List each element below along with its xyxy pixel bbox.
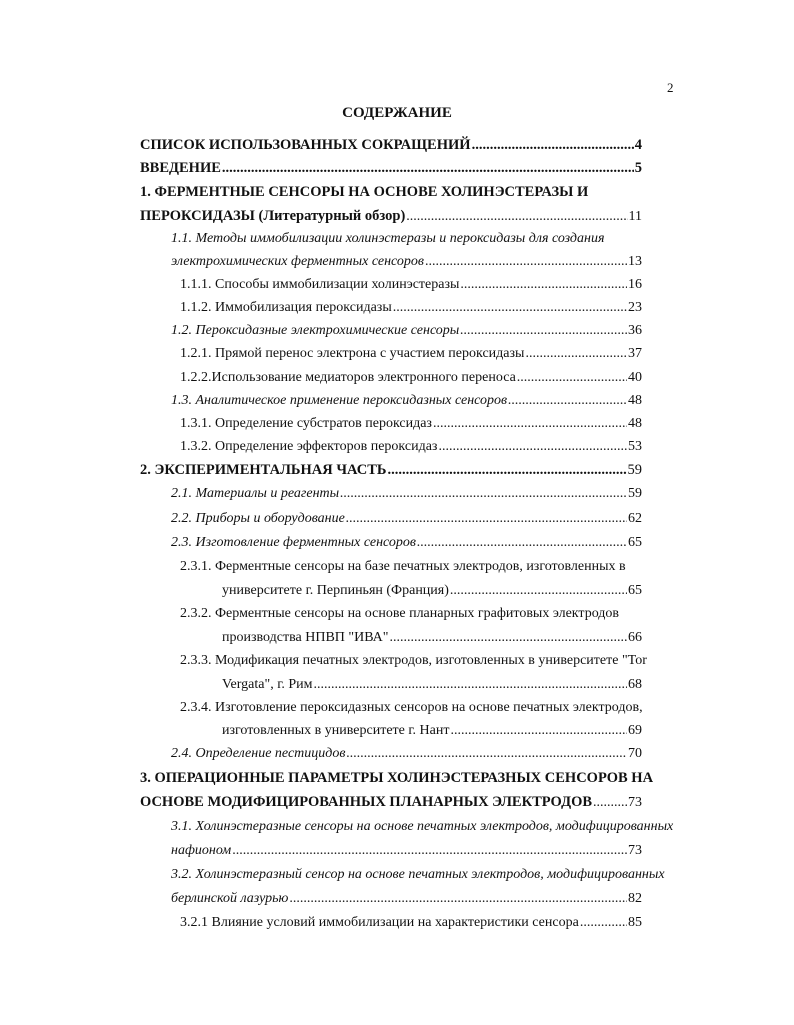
toc-leader-dots: [525, 345, 627, 363]
toc-entry-page: 4: [634, 137, 642, 153]
toc-entry-page: 40: [628, 370, 642, 385]
toc-leader-dots: [438, 438, 627, 456]
toc-leader-dots: [425, 253, 627, 271]
toc-entry-page: 70: [628, 746, 642, 761]
toc-entry-title-line1[interactable]: 2.3.3. Модификация печатных электродов, изготовленных в университете "Tor: [180, 653, 647, 668]
toc-entry-title: 2. ЭКСПЕРИМЕНТАЛЬНАЯ ЧАСТЬ: [140, 462, 387, 478]
toc-entry-page: 5: [634, 160, 642, 176]
toc-leader-dots: [289, 890, 627, 908]
toc-entry[interactable]: [180, 276, 642, 294]
toc-leader-dots: [346, 510, 627, 528]
toc-entry-page: 73: [628, 795, 642, 810]
toc-entry[interactable]: [171, 253, 642, 271]
toc-leader-dots: [451, 722, 628, 740]
toc-leader-dots: [222, 159, 634, 177]
toc-entry-title: 1.2.2.Использование медиаторов электронного переноса: [180, 370, 516, 385]
toc-entry-page: 53: [628, 439, 642, 454]
toc-entry-page: 85: [628, 915, 642, 930]
toc-leader-dots: [517, 369, 627, 387]
toc-entry[interactable]: [171, 392, 642, 410]
toc-entry-title: производства НПВП "ИВА": [222, 630, 389, 645]
toc-entry[interactable]: [180, 369, 642, 387]
toc-entry[interactable]: [140, 793, 642, 812]
toc-entry-page: 36: [628, 323, 642, 338]
toc-entry-title: ПЕРОКСИДАЗЫ (Литературный обзор): [140, 208, 406, 224]
toc-entry[interactable]: [222, 722, 642, 740]
toc-entry-page: 48: [628, 416, 642, 431]
toc-entry[interactable]: [180, 345, 642, 363]
toc-entry[interactable]: [171, 890, 642, 908]
toc-entry-title: 2.3. Изготовление ферментных сенсоров: [171, 535, 416, 550]
toc-entry-title: ОСНОВЕ МОДИФИЦИРОВАННЫХ ПЛАНАРНЫХ ЭЛЕКТРОДОВ: [140, 794, 593, 810]
toc-leader-dots: [406, 208, 627, 226]
toc-entry-title: 2.2. Приборы и оборудование: [171, 511, 345, 526]
toc-entry[interactable]: [180, 415, 642, 433]
toc-entry-title: 2.4. Определение пестицидов: [171, 746, 346, 761]
toc-entry[interactable]: [140, 136, 642, 154]
toc-entry-title: изготовленных в университете г. Нант: [222, 723, 450, 738]
toc-entry[interactable]: [140, 159, 642, 177]
toc-entry-page: 66: [628, 630, 642, 645]
toc-leader-dots: [387, 461, 626, 479]
toc-entry-title-line1[interactable]: 1. ФЕРМЕНТНЫЕ СЕНСОРЫ НА ОСНОВЕ ХОЛИНЭСТЕРАЗЫ И: [140, 184, 589, 200]
toc-leader-dots: [450, 582, 627, 600]
toc-entry-page: 69: [628, 723, 642, 738]
toc-leader-dots: [314, 676, 627, 694]
toc-entry-title: 1.2.1. Прямой перенос электрона с участием пероксидазы: [180, 346, 525, 361]
toc-entry-page: 48: [628, 393, 642, 408]
toc-entry-title: 1.3.2. Определение эффекторов пероксидаз: [180, 439, 438, 454]
toc-entry-page: 16: [628, 277, 642, 292]
toc-entry[interactable]: [171, 534, 642, 552]
toc-leader-dots: [580, 914, 627, 932]
toc-entry-page: 62: [628, 511, 642, 526]
toc-leader-dots: [232, 842, 627, 860]
toc-entry[interactable]: [171, 510, 642, 528]
toc-leader-dots: [508, 392, 627, 410]
toc-entry-page: 68: [628, 677, 642, 692]
toc-entry-title-line1[interactable]: 3. ОПЕРАЦИОННЫЕ ПАРАМЕТРЫ ХОЛИНЭСТЕРАЗНЫХ СЕНСОРОВ НА: [140, 770, 654, 786]
toc-entry-title: нафионом: [171, 843, 232, 858]
toc-entry[interactable]: [222, 582, 642, 600]
toc-leader-dots: [393, 299, 627, 317]
toc-entry[interactable]: [180, 299, 642, 317]
toc-entry-title: Vergata", г. Рим: [222, 677, 313, 692]
toc-entry-page: 65: [628, 535, 642, 550]
toc-entry[interactable]: [222, 629, 642, 647]
toc-entry-title-line1[interactable]: 1.1. Методы иммобилизации холинэстеразы и пероксидазы для создания: [171, 231, 605, 246]
toc-entry-title: электрохимических ферментных сенсоров: [171, 254, 424, 269]
toc-entry-title-line1[interactable]: 3.1. Холинэстеразные сенсоры на основе печатных электродов, модифицированных: [171, 819, 674, 834]
toc-leader-dots: [390, 629, 628, 647]
toc-entry[interactable]: [171, 842, 642, 860]
toc-entry[interactable]: [180, 914, 642, 932]
toc-entry-title: 1.1.2. Иммобилизация пероксидазы: [180, 300, 392, 315]
toc-entry[interactable]: [171, 322, 642, 340]
toc-entry[interactable]: [171, 745, 642, 763]
toc-entry-title-line1[interactable]: 2.3.2. Ферментные сенсоры на основе планарных графитовых электродов: [180, 606, 620, 621]
toc-entry-title: 3.2.1 Влияние условий иммобилизации на характеристики сенсора: [180, 915, 579, 930]
page-number: 2: [667, 80, 674, 95]
toc-entry-title: 2.1. Материалы и реагенты: [171, 486, 340, 501]
toc-entry-page: 13: [628, 254, 642, 269]
toc-entry-title: 1.1.1. Способы иммобилизации холинэстеразы: [180, 277, 460, 292]
toc-entry-page: 59: [627, 462, 642, 478]
toc-entry-title: СПИСОК ИСПОЛЬЗОВАННЫХ СОКРАЩЕНИЙ: [140, 137, 471, 153]
toc-entry-title: берлинской лазурью: [171, 891, 289, 906]
toc-leader-dots: [340, 485, 627, 503]
toc-entry-page: 65: [628, 583, 642, 598]
toc-entry-title: ВВЕДЕНИЕ: [140, 160, 221, 176]
toc-entry-title: 1.2. Пероксидазные электрохимические сенсоры: [171, 323, 460, 338]
toc-leader-dots: [417, 534, 627, 552]
toc-entry-page: 11: [628, 209, 642, 224]
toc-entry-title: 1.3. Аналитическое применение пероксидазных сенсоров: [171, 393, 508, 408]
toc-entry[interactable]: [180, 438, 642, 456]
toc-entry-title-line1[interactable]: 3.2. Холинэстеразный сенсор на основе печатных электродов, модифицированных: [171, 867, 665, 882]
toc-entry-title-line1[interactable]: 2.3.4. Изготовление пероксидазных сенсоров на основе печатных электродов,: [180, 700, 643, 715]
toc-leader-dots: [472, 136, 634, 154]
toc-entry[interactable]: [140, 461, 642, 479]
toc-leader-dots: [460, 276, 627, 294]
toc-entry-title-line1[interactable]: 2.3.1. Ферментные сенсоры на базе печатных электродов, изготовленных в: [180, 559, 626, 574]
toc-entry-page: 73: [628, 843, 642, 858]
toc-entry-page: 82: [628, 891, 642, 906]
toc-entry[interactable]: [222, 676, 642, 694]
toc-leader-dots: [460, 322, 627, 340]
toc-entry-page: 23: [628, 300, 642, 315]
page-title: СОДЕРЖАНИЕ: [342, 105, 452, 121]
toc-leader-dots: [433, 415, 627, 433]
toc-entry-page: 59: [628, 486, 642, 501]
toc-entry[interactable]: [140, 207, 642, 226]
toc-entry[interactable]: [171, 485, 642, 503]
toc-leader-dots: [593, 794, 627, 812]
toc-entry-title: университете г. Перпиньян (Франция): [222, 583, 449, 598]
toc-leader-dots: [346, 745, 627, 763]
toc-entry-title: 1.3.1. Определение субстратов пероксидаз: [180, 416, 432, 431]
toc-entry-page: 37: [628, 346, 642, 361]
